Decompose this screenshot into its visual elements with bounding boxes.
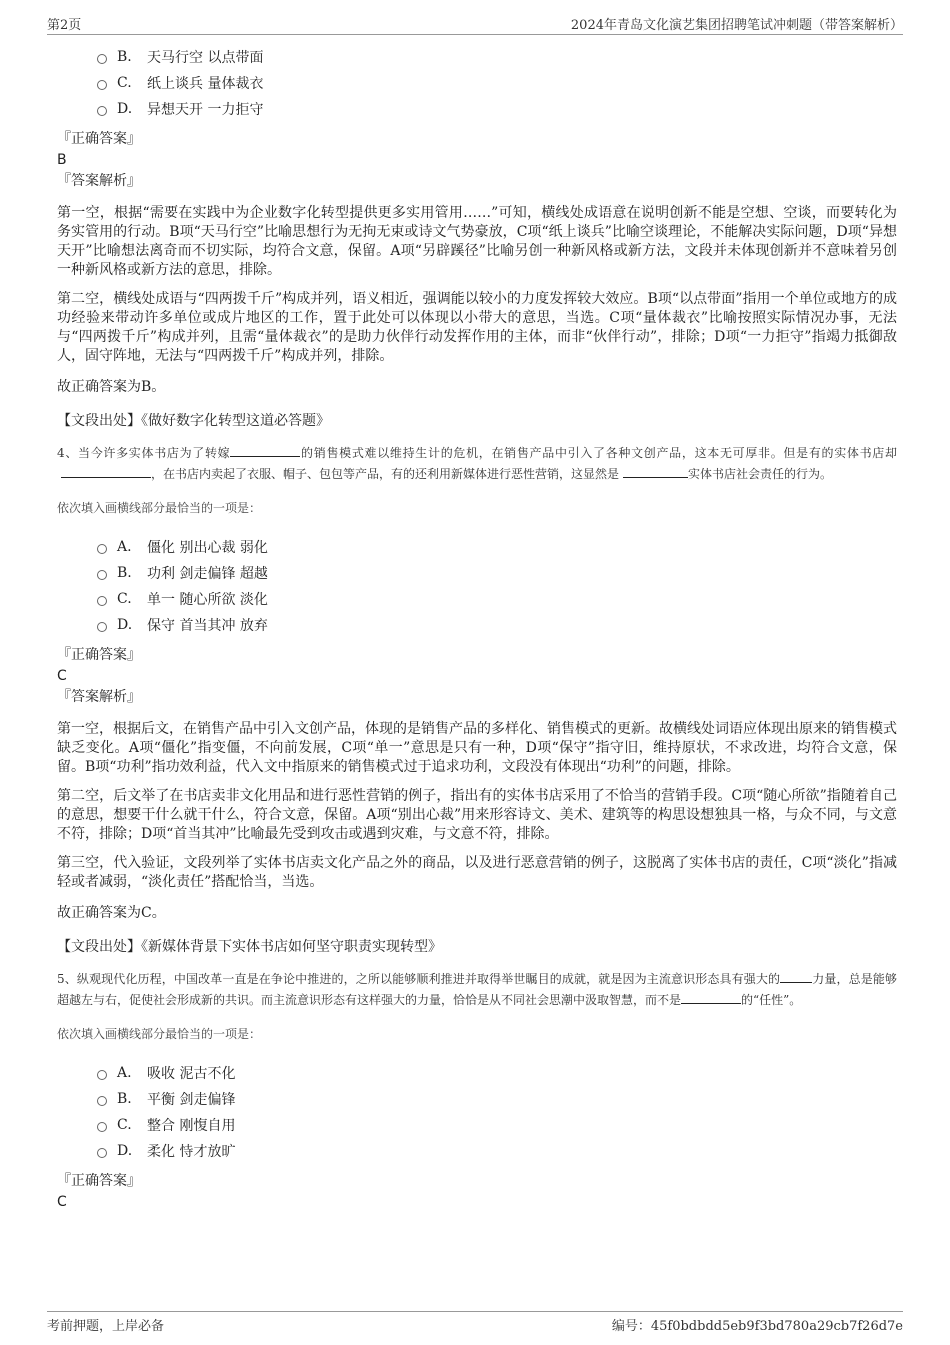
option-letter: B. [117,565,132,581]
option-text: 平衡 剑走偏锋 [147,1092,236,1108]
radio-icon[interactable] [97,106,107,116]
question-text: 的“任性”。 [741,993,802,1007]
source-citation: 【文段出处】《做好数字化转型这道必答题》 [57,413,330,429]
option-letter: D. [117,1143,133,1159]
answer-label: 『正确答案』 [57,131,141,147]
radio-icon[interactable] [97,1122,107,1132]
question-text: 的销售模式难以维持生计的危机，在销售产品中引入了各种文创产品，这本无可厚非。但是有的实体书店却 [300,446,897,460]
q4-options [57,534,897,638]
option-letter: C. [117,591,132,607]
document-body [57,44,897,1212]
radio-icon[interactable] [97,1096,107,1106]
source-citation: 【文段出处】《新媒体背景下实体书店如何坚守职责实现转型》 [57,939,442,955]
answer-label: 『正确答案』 [57,647,141,663]
radio-icon[interactable] [97,1148,107,1158]
option-text: 整合 刚愎自用 [147,1118,236,1134]
option-text: 单一 随心所欲 淡化 [147,592,268,608]
q5-options [57,1060,897,1164]
blank-2 [681,991,741,1004]
answer-label: 『正确答案』 [57,1173,141,1189]
radio-icon[interactable] [97,570,107,580]
option-text: 纸上谈兵 量体裁衣 [147,76,264,92]
option-text: 异想天开 一力拒守 [147,102,264,118]
option-a[interactable] [97,1060,897,1086]
blank-1 [780,970,812,983]
option-c[interactable] [97,586,897,612]
radio-icon[interactable] [97,54,107,64]
analysis-paragraph: 第二空，后文举了在书店卖非文化用品和进行恶性营销的例子，指出有的实体书店采用了不恰当的营销手段。C项“随心所欲”指随着自己的意思，想要干什么就干什么，符合文意，保留。A项“别出心裁”用来形容诗文、美术、建筑等的构思设想独具一格，与众不同，与文意不符，排除；D项“首当其冲”比喻最先受到攻击或遇到灾难，与文意不符，排除。 [57,788,897,842]
option-text: 吸收 泥古不化 [147,1066,236,1082]
option-letter: A. [117,1065,132,1081]
analysis-paragraph: 第一空，根据“需要在实践中为企业数字化转型提供更多实用管用……”可知，横线处成语意在说明创新不能是空想、空谈，而要转化为务实管用的行动。B项“天马行空”比喻思想行为无拘无束或诗文气势豪放，C项“纸上谈兵”比喻空谈理论，不能解决实际问题，D项“异想天开”比喻想法离奇而不切实际，均符合文意，保留。A项“另辟蹊径”比喻另创一种新风格或新方法，文段并未体现创新并不意味着另创一种新风格或新方法的意思，排除。 [57,205,897,278]
option-b[interactable] [97,1086,897,1112]
answer-value: B [57,152,67,168]
document-id: 编号：45f0bdbdd5eb9f3bd780a29cb7f26d7e [611,1319,903,1334]
blank-3 [623,465,688,478]
option-text: 天马行空 以点带面 [147,50,264,66]
footer-slogan: 考前押题，上岸必备 [47,1319,165,1334]
analysis-conclusion: 故正确答案为C。 [57,905,166,921]
option-letter: C. [117,75,132,91]
page-number: 第2页 [47,18,82,33]
question-text: 4、当今许多实体书店为了转嫁 [57,446,231,460]
question-text: ，在书店内卖起了衣服、帽子、包包等产品，有的还利用新媒体进行恶性营销，这显然是 [151,467,620,481]
option-letter: B. [117,49,132,65]
blank-1 [230,444,300,457]
analysis-paragraph: 第三空，代入验证，文段列举了实体书店卖文化产品之外的商品，以及进行恶意营销的例子，这脱离了实体书店的责任，C项“淡化”指减轻或者减弱，“淡化责任”搭配恰当，当选。 [57,855,897,890]
question-instruction: 依次填入画横线部分最恰当的一项是： [57,501,262,515]
question-text: 实体书店社会责任的行为。 [688,467,833,481]
radio-icon[interactable] [97,1070,107,1080]
answer-value: C [57,668,67,684]
radio-icon[interactable] [97,544,107,554]
option-c[interactable] [97,1112,897,1138]
option-letter: C. [117,1117,132,1133]
option-b[interactable] [97,44,897,70]
radio-icon[interactable] [97,622,107,632]
option-text: 保守 首当其冲 放弃 [147,618,268,634]
option-text: 僵化 别出心裁 弱化 [147,540,268,556]
option-letter: D. [117,617,133,633]
analysis-paragraph: 第一空，根据后文，在销售产品中引入文创产品，体现的是销售产品的多样化、销售模式的更新。故横线处词语应体现出原来的销售模式缺乏变化。A项“僵化”指变僵，不向前发展，C项“单一”意思是只有一种，D项“保守”指守旧，维持原状，不求改进，均符合文意，保留。B项“功利”指功效利益，代入文中指原来的销售模式过于追求功利，文段没有体现出“功利”的问题，排除。 [57,721,897,775]
analysis-conclusion: 故正确答案为B。 [57,379,166,395]
option-text: 功利 剑走偏锋 超越 [147,566,268,582]
question-4 [57,443,897,485]
question-text: 5、纵观现代化历程，中国改革一直是在争论中推进的，之所以能够顺利推进并取得举世瞩目的成就，就是因为主流意识形态具有强大的 [57,972,781,986]
answer-value: C [57,1194,67,1210]
option-c[interactable] [97,70,897,96]
analysis-paragraph: 第二空，横线处成语与“四两拨千斤”构成并列，语义相近，强调能以较小的力度发挥较大效应。B项“以点带面”指用一个单位或地方的成功经验来带动许多单位或成片地区的工作，置于此处可以体现以小带大的意思，当选。C项“量体裁衣”比喻按照实际情况办事，无法与“四两拨千斤”构成并列，且需“量体裁衣”的是助力伙伴行动发挥作用的主体，而非“伙伴行动”，排除；D项“一力拒守”指竭力抵御敌人，固守阵地，无法与“四两拨千斤”构成并列，排除。 [57,291,897,364]
document-title: 2024年青岛文化演艺集团招聘笔试冲刺题（带答案解析） [570,18,903,33]
option-d[interactable] [97,612,897,638]
question-text: 力量，总是能够超越左与右，促使社会形成新的共识。而主流意识形态有这样强大的力量，恰恰是从不同社会思潮中汲取智慧，而不是 [57,972,897,1007]
option-letter: A. [117,539,132,555]
option-letter: B. [117,1091,132,1107]
analysis-label: 『答案解析』 [57,173,141,189]
radio-icon[interactable] [97,596,107,606]
option-b[interactable] [97,560,897,586]
option-d[interactable] [97,96,897,122]
option-text: 柔化 恃才放旷 [147,1144,236,1160]
blank-2 [61,465,151,478]
question-instruction: 依次填入画横线部分最恰当的一项是： [57,1027,262,1041]
analysis-label: 『答案解析』 [57,689,141,705]
option-d[interactable] [97,1138,897,1164]
page-header [47,14,903,35]
question-5 [57,969,897,1011]
option-letter: D. [117,101,133,117]
option-a[interactable] [97,534,897,560]
radio-icon[interactable] [97,80,107,90]
page-footer [47,1311,903,1337]
q3-options [57,44,897,122]
